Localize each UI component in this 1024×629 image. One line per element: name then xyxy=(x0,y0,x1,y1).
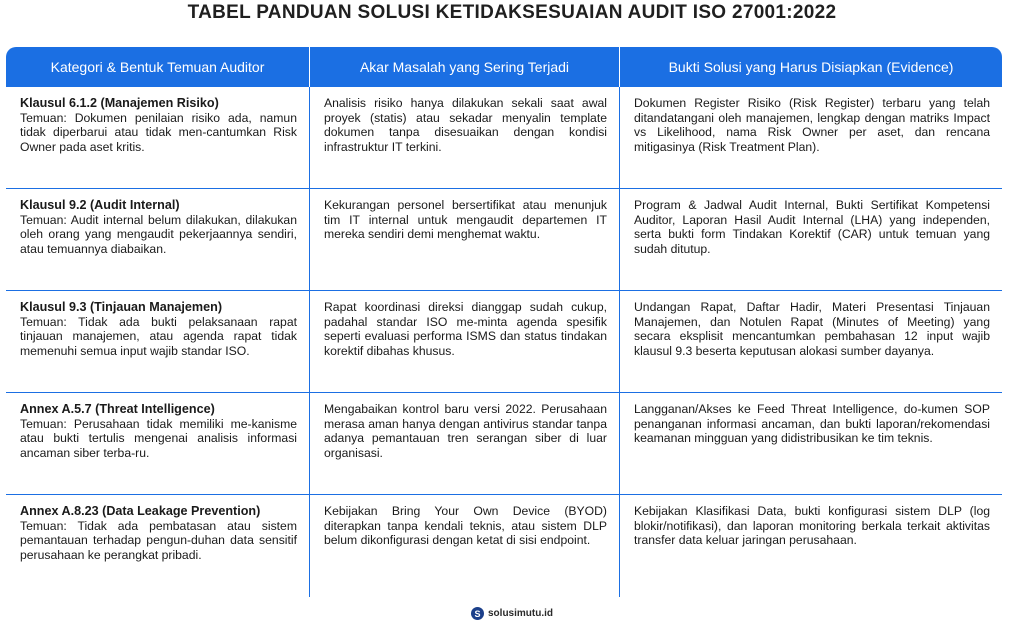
table-row xyxy=(6,87,1002,189)
finding-text: Temuan: Tidak ada pembatasan atau sistem pemantauan terhadap pengun-duhan data sensitif perusahaan ke perangkat pribadi. xyxy=(20,518,297,562)
header-evidence: Bukti Solusi yang Harus Disiapkan (Evidence) xyxy=(668,59,954,75)
evidence-cell: Kebijakan Klasifikasi Data, bukti konfigurasi sistem DLP (log blokir/notifikasi), dan laporan monitoring berkala terkait aktivitas transfer data keluar jaringan perusahaan. xyxy=(634,504,990,548)
brand-name: solusimutu.id xyxy=(488,608,553,619)
table-row xyxy=(6,291,1002,393)
root-cause-cell: Kebijakan Bring Your Own Device (BYOD) diterapkan tanpa kendali teknis, atau sistem DLP belum dikonfigurasi dengan ketat di sisi endpoint. xyxy=(310,495,620,597)
category-cell xyxy=(6,495,310,597)
clause-title: Klausul 6.1.2 (Manajemen Risiko) xyxy=(20,96,219,110)
finding-text: Temuan: Audit internal belum dilakukan, dilakukan oleh orang yang mengaudit pekerjaannya sendiri, atau temuannya diabaikan. xyxy=(20,212,297,256)
brand-logo-icon: S xyxy=(471,607,484,620)
header-category: Kategori & Bentuk Temuan Auditor xyxy=(6,47,310,87)
page-title: TABEL PANDUAN SOLUSI KETIDAKSESUAIAN AUDIT ISO 27001:2022 xyxy=(187,2,837,23)
root-cause-cell: Kekurangan personel bersertifikat atau menunjuk tim IT internal untuk mengaudit departemen IT mereka sendiri demi menghemat waktu. xyxy=(310,189,620,290)
header-root-cause: Akar Masalah yang Sering Terjadi xyxy=(310,47,620,87)
solution-table xyxy=(6,47,1002,597)
finding-text: Temuan: Perusahaan tidak memiliki me-kanisme atau bukti tertulis mengenai analisis informasi ancaman siber terba-ru. xyxy=(20,416,297,460)
finding-text: Temuan: Dokumen penilaian risiko ada, namun tidak diperbarui atau tidak men-cantumkan Risk Owner pada aset kritis. xyxy=(20,110,297,154)
footer-brand xyxy=(0,607,1024,620)
category-cell xyxy=(6,393,310,494)
root-cause-cell: Rapat koordinasi direksi dianggap sudah cukup, padahal standar ISO me-minta agenda spesifik seperti evaluasi performa ISMS dan status tindakan korektif dibahas khusus. xyxy=(310,291,620,392)
category-cell xyxy=(6,189,310,290)
evidence-cell: Langganan/Akses ke Feed Threat Intelligence, do-kumen SOP penanganan informasi ancaman, dan bukti laporan/rekomendasi keamanan mingguan yang didistribusikan ke tim teknis. xyxy=(634,402,990,446)
evidence-cell: Undangan Rapat, Daftar Hadir, Materi Presentasi Tinjauan Manajemen, dan Notulen Rapat (Minutes of Meeting) yang secara eksplisit mencantumkan pembahasan 12 input wajib klausul 9.3 beserta keputusan alokasi sumber dayanya. xyxy=(634,300,990,358)
root-cause-cell: Mengabaikan kontrol baru versi 2022. Perusahaan merasa aman hanya dengan antivirus standar tanpa adanya pemantauan tren serangan siber di luar organisasi. xyxy=(310,393,620,494)
finding-text: Temuan: Tidak ada bukti pelaksanaan rapat tinjauan manajemen, atau agenda rapat tidak memenuhi semua input wajib standar ISO. xyxy=(20,314,297,358)
table-header xyxy=(6,47,1002,87)
table-row xyxy=(6,189,1002,291)
category-cell xyxy=(6,87,310,188)
evidence-cell: Dokumen Register Risiko (Risk Register) terbaru yang telah ditandatangani oleh manajemen, lengkap dengan matriks Impact vs Likelihood, nama Risk Owner per aset, dan rencana mitigasinya (Risk Treatment Plan). xyxy=(634,96,990,154)
clause-title: Klausul 9.3 (Tinjauan Manajemen) xyxy=(20,300,223,314)
clause-title: Annex A.8.23 (Data Leakage Prevention) xyxy=(20,504,261,518)
clause-title: Klausul 9.2 (Audit Internal) xyxy=(20,198,180,212)
table-row xyxy=(6,393,1002,495)
category-cell xyxy=(6,291,310,392)
evidence-cell: Program & Jadwal Audit Internal, Bukti Sertifikat Kompetensi Auditor, Laporan Hasil Audit Internal (LHA) yang independen, serta bukti form Tindakan Korektif (CAR) untuk temuan yang sudah ditutup. xyxy=(634,198,990,256)
table-row xyxy=(6,495,1002,597)
clause-title: Annex A.5.7 (Threat Intelligence) xyxy=(20,402,215,416)
root-cause-cell: Analisis risiko hanya dilakukan sekali saat awal proyek (statis) atau sekadar menyalin template dokumen tanpa disesuaikan dengan kondisi infrastruktur IT terkini. xyxy=(310,87,620,188)
